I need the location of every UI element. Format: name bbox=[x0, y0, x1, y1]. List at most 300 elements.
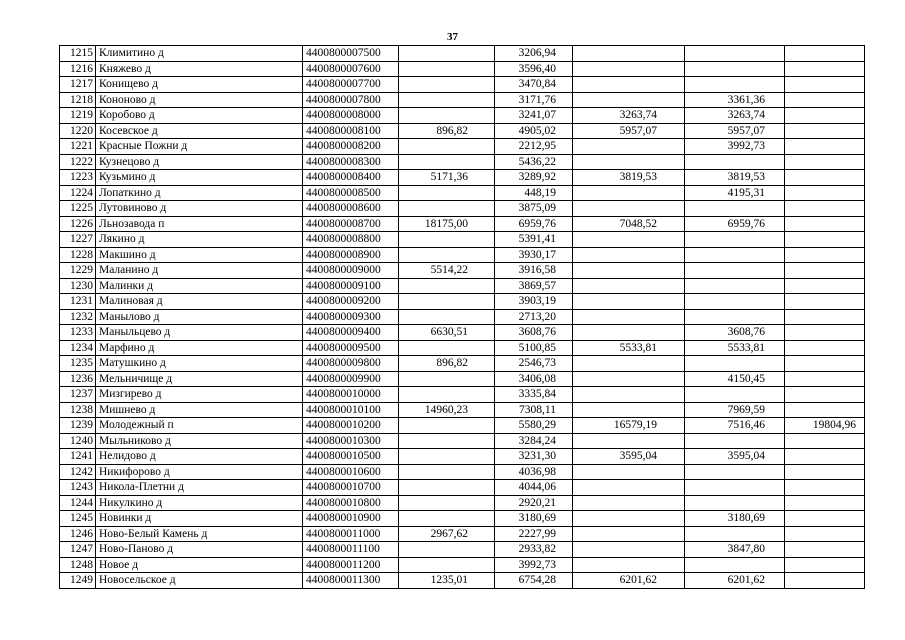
row-number-cell: 1225 bbox=[60, 201, 96, 217]
row-number-cell: 1215 bbox=[60, 46, 96, 62]
value-col-b-cell: 3206,94 bbox=[495, 46, 573, 62]
settlement-name-cell: Мыльниково д bbox=[96, 433, 303, 449]
settlement-name-cell: Никифорово д bbox=[96, 464, 303, 480]
value-col-c-cell: 5957,07 bbox=[573, 123, 685, 139]
value-col-c-cell bbox=[573, 139, 685, 155]
value-col-e-cell bbox=[785, 216, 865, 232]
value-col-a-cell bbox=[399, 108, 495, 124]
row-number-cell: 1235 bbox=[60, 356, 96, 372]
value-col-c-cell bbox=[573, 542, 685, 558]
table-row bbox=[60, 402, 865, 418]
row-number-cell: 1244 bbox=[60, 495, 96, 511]
settlement-name-cell: Кузьмино д bbox=[96, 170, 303, 186]
value-col-b-cell: 3406,08 bbox=[495, 371, 573, 387]
value-col-a-cell bbox=[399, 309, 495, 325]
oktmo-code-cell: 4400800009400 bbox=[303, 325, 399, 341]
value-col-e-cell bbox=[785, 201, 865, 217]
value-col-b-cell: 3903,19 bbox=[495, 294, 573, 310]
value-col-b-cell: 5436,22 bbox=[495, 154, 573, 170]
table-row bbox=[60, 201, 865, 217]
value-col-d-cell: 4195,31 bbox=[685, 185, 785, 201]
value-col-c-cell bbox=[573, 325, 685, 341]
row-number-cell: 1230 bbox=[60, 278, 96, 294]
value-col-e-cell bbox=[785, 294, 865, 310]
oktmo-code-cell: 4400800008000 bbox=[303, 108, 399, 124]
oktmo-code-cell: 4400800010500 bbox=[303, 449, 399, 465]
oktmo-code-cell: 4400800008800 bbox=[303, 232, 399, 248]
table-row bbox=[60, 542, 865, 558]
value-col-a-cell: 1235,01 bbox=[399, 573, 495, 589]
value-col-a-cell: 18175,00 bbox=[399, 216, 495, 232]
value-col-e-cell bbox=[785, 573, 865, 589]
value-col-b-cell: 3869,57 bbox=[495, 278, 573, 294]
value-col-e-cell bbox=[785, 278, 865, 294]
table-row bbox=[60, 433, 865, 449]
value-col-a-cell bbox=[399, 542, 495, 558]
value-col-e-cell bbox=[785, 123, 865, 139]
value-col-e-cell bbox=[785, 542, 865, 558]
row-number-cell: 1222 bbox=[60, 154, 96, 170]
value-col-e-cell bbox=[785, 170, 865, 186]
row-number-cell: 1223 bbox=[60, 170, 96, 186]
value-col-a-cell bbox=[399, 92, 495, 108]
value-col-b-cell: 5391,41 bbox=[495, 232, 573, 248]
row-number-cell: 1227 bbox=[60, 232, 96, 248]
value-col-a-cell: 2967,62 bbox=[399, 526, 495, 542]
value-col-d-cell: 3263,74 bbox=[685, 108, 785, 124]
value-col-c-cell bbox=[573, 464, 685, 480]
value-col-a-cell: 5171,36 bbox=[399, 170, 495, 186]
settlement-name-cell: Маныльцево д bbox=[96, 325, 303, 341]
value-col-e-cell bbox=[785, 232, 865, 248]
table-row bbox=[60, 526, 865, 542]
value-col-b-cell: 5100,85 bbox=[495, 340, 573, 356]
value-col-d-cell bbox=[685, 232, 785, 248]
table-row bbox=[60, 480, 865, 496]
settlement-name-cell: Никола-Плетни д bbox=[96, 480, 303, 496]
oktmo-code-cell: 4400800010800 bbox=[303, 495, 399, 511]
value-col-b-cell: 3231,30 bbox=[495, 449, 573, 465]
value-col-a-cell bbox=[399, 371, 495, 387]
row-number-cell: 1219 bbox=[60, 108, 96, 124]
value-col-c-cell: 7048,52 bbox=[573, 216, 685, 232]
settlement-name-cell: Мишнево д bbox=[96, 402, 303, 418]
table-row bbox=[60, 573, 865, 589]
oktmo-code-cell: 4400800011300 bbox=[303, 573, 399, 589]
value-col-a-cell bbox=[399, 77, 495, 93]
value-col-d-cell: 6201,62 bbox=[685, 573, 785, 589]
value-col-a-cell bbox=[399, 247, 495, 263]
oktmo-code-cell: 4400800007600 bbox=[303, 61, 399, 77]
value-col-d-cell bbox=[685, 247, 785, 263]
value-col-c-cell bbox=[573, 480, 685, 496]
settlement-name-cell: Мельничище д bbox=[96, 371, 303, 387]
value-col-e-cell bbox=[785, 433, 865, 449]
row-number-cell: 1249 bbox=[60, 573, 96, 589]
oktmo-code-cell: 4400800008200 bbox=[303, 139, 399, 155]
oktmo-code-cell: 4400800011000 bbox=[303, 526, 399, 542]
value-col-c-cell bbox=[573, 433, 685, 449]
value-col-c-cell bbox=[573, 309, 685, 325]
value-col-e-cell bbox=[785, 263, 865, 279]
value-col-e-cell bbox=[785, 185, 865, 201]
value-col-e-cell bbox=[785, 247, 865, 263]
value-col-a-cell bbox=[399, 139, 495, 155]
value-col-b-cell: 4036,98 bbox=[495, 464, 573, 480]
settlement-name-cell: Молодежный п bbox=[96, 418, 303, 434]
value-col-a-cell bbox=[399, 340, 495, 356]
value-col-e-cell bbox=[785, 77, 865, 93]
value-col-c-cell bbox=[573, 356, 685, 372]
settlement-name-cell: Новинки д bbox=[96, 511, 303, 527]
value-col-e-cell bbox=[785, 495, 865, 511]
value-col-e-cell bbox=[785, 387, 865, 403]
table-row bbox=[60, 278, 865, 294]
value-col-d-cell: 6959,76 bbox=[685, 216, 785, 232]
value-col-a-cell bbox=[399, 201, 495, 217]
table-row bbox=[60, 154, 865, 170]
oktmo-code-cell: 4400800008300 bbox=[303, 154, 399, 170]
value-col-c-cell bbox=[573, 402, 685, 418]
value-col-d-cell bbox=[685, 387, 785, 403]
row-number-cell: 1231 bbox=[60, 294, 96, 310]
value-col-e-cell bbox=[785, 511, 865, 527]
value-col-b-cell: 4905,02 bbox=[495, 123, 573, 139]
value-col-d-cell bbox=[685, 480, 785, 496]
value-col-d-cell: 3992,73 bbox=[685, 139, 785, 155]
value-col-b-cell: 3608,76 bbox=[495, 325, 573, 341]
value-col-d-cell bbox=[685, 278, 785, 294]
value-col-c-cell bbox=[573, 46, 685, 62]
row-number-cell: 1242 bbox=[60, 464, 96, 480]
value-col-c-cell: 3263,74 bbox=[573, 108, 685, 124]
table-row bbox=[60, 371, 865, 387]
settlement-name-cell: Лутовиново д bbox=[96, 201, 303, 217]
table-row bbox=[60, 170, 865, 186]
value-col-c-cell: 5533,81 bbox=[573, 340, 685, 356]
value-col-c-cell bbox=[573, 185, 685, 201]
table-row bbox=[60, 263, 865, 279]
value-col-d-cell bbox=[685, 294, 785, 310]
row-number-cell: 1237 bbox=[60, 387, 96, 403]
value-col-b-cell: 448,19 bbox=[495, 185, 573, 201]
value-col-d-cell: 3608,76 bbox=[685, 325, 785, 341]
row-number-cell: 1218 bbox=[60, 92, 96, 108]
value-col-e-cell bbox=[785, 449, 865, 465]
value-col-b-cell: 3180,69 bbox=[495, 511, 573, 527]
value-col-e-cell bbox=[785, 108, 865, 124]
row-number-cell: 1234 bbox=[60, 340, 96, 356]
value-col-a-cell bbox=[399, 387, 495, 403]
value-col-c-cell bbox=[573, 154, 685, 170]
row-number-cell: 1236 bbox=[60, 371, 96, 387]
value-col-b-cell: 3171,76 bbox=[495, 92, 573, 108]
value-col-b-cell: 2920,21 bbox=[495, 495, 573, 511]
table-row bbox=[60, 92, 865, 108]
oktmo-code-cell: 4400800008500 bbox=[303, 185, 399, 201]
oktmo-code-cell: 4400800010200 bbox=[303, 418, 399, 434]
value-col-c-cell bbox=[573, 201, 685, 217]
value-col-d-cell: 7516,46 bbox=[685, 418, 785, 434]
settlements-table bbox=[59, 45, 865, 589]
row-number-cell: 1248 bbox=[60, 557, 96, 573]
value-col-e-cell bbox=[785, 309, 865, 325]
settlement-name-cell: Малинки д bbox=[96, 278, 303, 294]
value-col-e-cell bbox=[785, 61, 865, 77]
table-row bbox=[60, 77, 865, 93]
value-col-b-cell: 3335,84 bbox=[495, 387, 573, 403]
settlement-name-cell: Косевское д bbox=[96, 123, 303, 139]
table-row bbox=[60, 46, 865, 62]
oktmo-code-cell: 4400800008400 bbox=[303, 170, 399, 186]
row-number-cell: 1228 bbox=[60, 247, 96, 263]
oktmo-code-cell: 4400800010900 bbox=[303, 511, 399, 527]
oktmo-code-cell: 4400800007700 bbox=[303, 77, 399, 93]
value-col-d-cell bbox=[685, 77, 785, 93]
row-number-cell: 1229 bbox=[60, 263, 96, 279]
value-col-b-cell: 2212,95 bbox=[495, 139, 573, 155]
value-col-d-cell bbox=[685, 495, 785, 511]
value-col-c-cell bbox=[573, 294, 685, 310]
table-row bbox=[60, 325, 865, 341]
value-col-c-cell bbox=[573, 263, 685, 279]
value-col-d-cell: 4150,45 bbox=[685, 371, 785, 387]
value-col-a-cell: 5514,22 bbox=[399, 263, 495, 279]
table-row bbox=[60, 294, 865, 310]
row-number-cell: 1217 bbox=[60, 77, 96, 93]
value-col-b-cell: 7308,11 bbox=[495, 402, 573, 418]
row-number-cell: 1216 bbox=[60, 61, 96, 77]
value-col-c-cell bbox=[573, 526, 685, 542]
value-col-d-cell: 7969,59 bbox=[685, 402, 785, 418]
value-col-c-cell bbox=[573, 232, 685, 248]
row-number-cell: 1221 bbox=[60, 139, 96, 155]
oktmo-code-cell: 4400800009000 bbox=[303, 263, 399, 279]
oktmo-code-cell: 4400800009900 bbox=[303, 371, 399, 387]
oktmo-code-cell: 4400800009200 bbox=[303, 294, 399, 310]
value-col-d-cell bbox=[685, 46, 785, 62]
value-col-a-cell bbox=[399, 495, 495, 511]
value-col-c-cell bbox=[573, 92, 685, 108]
value-col-a-cell bbox=[399, 185, 495, 201]
value-col-a-cell bbox=[399, 294, 495, 310]
settlement-name-cell: Красные Пожни д bbox=[96, 139, 303, 155]
value-col-d-cell bbox=[685, 526, 785, 542]
oktmo-code-cell: 4400800008900 bbox=[303, 247, 399, 263]
row-number-cell: 1224 bbox=[60, 185, 96, 201]
row-number-cell: 1245 bbox=[60, 511, 96, 527]
value-col-b-cell: 6754,28 bbox=[495, 573, 573, 589]
value-col-d-cell bbox=[685, 263, 785, 279]
oktmo-code-cell: 4400800011100 bbox=[303, 542, 399, 558]
value-col-d-cell bbox=[685, 154, 785, 170]
oktmo-code-cell: 4400800010300 bbox=[303, 433, 399, 449]
value-col-a-cell: 6630,51 bbox=[399, 325, 495, 341]
table-row bbox=[60, 557, 865, 573]
value-col-c-cell: 3819,53 bbox=[573, 170, 685, 186]
value-col-b-cell: 3289,92 bbox=[495, 170, 573, 186]
settlement-name-cell: Новосельское д bbox=[96, 573, 303, 589]
value-col-d-cell bbox=[685, 433, 785, 449]
value-col-a-cell bbox=[399, 232, 495, 248]
oktmo-code-cell: 4400800011200 bbox=[303, 557, 399, 573]
value-col-a-cell: 896,82 bbox=[399, 356, 495, 372]
value-col-a-cell bbox=[399, 480, 495, 496]
value-col-c-cell: 3595,04 bbox=[573, 449, 685, 465]
value-col-d-cell bbox=[685, 309, 785, 325]
value-col-e-cell bbox=[785, 340, 865, 356]
value-col-c-cell bbox=[573, 61, 685, 77]
value-col-b-cell: 2227,99 bbox=[495, 526, 573, 542]
value-col-d-cell bbox=[685, 61, 785, 77]
row-number-cell: 1247 bbox=[60, 542, 96, 558]
oktmo-code-cell: 4400800007800 bbox=[303, 92, 399, 108]
value-col-e-cell bbox=[785, 371, 865, 387]
value-col-a-cell bbox=[399, 511, 495, 527]
table-row bbox=[60, 464, 865, 480]
value-col-d-cell: 3847,80 bbox=[685, 542, 785, 558]
table-row bbox=[60, 232, 865, 248]
row-number-cell: 1240 bbox=[60, 433, 96, 449]
value-col-c-cell bbox=[573, 278, 685, 294]
value-col-e-cell bbox=[785, 46, 865, 62]
table-row bbox=[60, 108, 865, 124]
table-row bbox=[60, 309, 865, 325]
table-row bbox=[60, 139, 865, 155]
table-row bbox=[60, 449, 865, 465]
value-col-b-cell: 3930,17 bbox=[495, 247, 573, 263]
row-number-cell: 1233 bbox=[60, 325, 96, 341]
settlement-name-cell: Кононово д bbox=[96, 92, 303, 108]
value-col-d-cell: 3180,69 bbox=[685, 511, 785, 527]
value-col-c-cell bbox=[573, 387, 685, 403]
value-col-b-cell: 2546,73 bbox=[495, 356, 573, 372]
value-col-a-cell bbox=[399, 61, 495, 77]
settlement-name-cell: Княжево д bbox=[96, 61, 303, 77]
value-col-a-cell: 14960,23 bbox=[399, 402, 495, 418]
table-row bbox=[60, 356, 865, 372]
settlement-name-cell: Маланино д bbox=[96, 263, 303, 279]
oktmo-code-cell: 4400800010100 bbox=[303, 402, 399, 418]
value-col-d-cell: 3819,53 bbox=[685, 170, 785, 186]
settlement-name-cell: Льнозавода п bbox=[96, 216, 303, 232]
settlement-name-cell: Марфино д bbox=[96, 340, 303, 356]
value-col-b-cell: 3241,07 bbox=[495, 108, 573, 124]
value-col-e-cell bbox=[785, 402, 865, 418]
value-col-d-cell bbox=[685, 201, 785, 217]
page-number: 37 bbox=[447, 31, 458, 43]
value-col-b-cell: 3875,09 bbox=[495, 201, 573, 217]
value-col-c-cell bbox=[573, 495, 685, 511]
value-col-c-cell bbox=[573, 511, 685, 527]
value-col-a-cell bbox=[399, 557, 495, 573]
value-col-b-cell: 2933,82 bbox=[495, 542, 573, 558]
settlement-name-cell: Коробово д bbox=[96, 108, 303, 124]
settlement-name-cell: Лопаткино д bbox=[96, 185, 303, 201]
value-col-d-cell: 3361,36 bbox=[685, 92, 785, 108]
row-number-cell: 1238 bbox=[60, 402, 96, 418]
value-col-b-cell: 6959,76 bbox=[495, 216, 573, 232]
oktmo-code-cell: 4400800010000 bbox=[303, 387, 399, 403]
value-col-a-cell bbox=[399, 278, 495, 294]
value-col-e-cell bbox=[785, 92, 865, 108]
settlement-name-cell: Нелидово д bbox=[96, 449, 303, 465]
value-col-e-cell: 19804,96 bbox=[785, 418, 865, 434]
value-col-d-cell: 5957,07 bbox=[685, 123, 785, 139]
value-col-d-cell: 5533,81 bbox=[685, 340, 785, 356]
value-col-c-cell bbox=[573, 77, 685, 93]
value-col-e-cell bbox=[785, 325, 865, 341]
table-row bbox=[60, 123, 865, 139]
value-col-c-cell bbox=[573, 371, 685, 387]
row-number-cell: 1243 bbox=[60, 480, 96, 496]
row-number-cell: 1220 bbox=[60, 123, 96, 139]
oktmo-code-cell: 4400800008600 bbox=[303, 201, 399, 217]
table-row bbox=[60, 340, 865, 356]
value-col-e-cell bbox=[785, 464, 865, 480]
oktmo-code-cell: 4400800010600 bbox=[303, 464, 399, 480]
row-number-cell: 1226 bbox=[60, 216, 96, 232]
table-row bbox=[60, 511, 865, 527]
oktmo-code-cell: 4400800009800 bbox=[303, 356, 399, 372]
value-col-b-cell: 3992,73 bbox=[495, 557, 573, 573]
value-col-e-cell bbox=[785, 526, 865, 542]
row-number-cell: 1241 bbox=[60, 449, 96, 465]
value-col-d-cell bbox=[685, 356, 785, 372]
value-col-c-cell bbox=[573, 557, 685, 573]
value-col-a-cell bbox=[399, 418, 495, 434]
row-number-cell: 1246 bbox=[60, 526, 96, 542]
value-col-c-cell: 16579,19 bbox=[573, 418, 685, 434]
oktmo-code-cell: 4400800009100 bbox=[303, 278, 399, 294]
value-col-b-cell: 3470,84 bbox=[495, 77, 573, 93]
table-row bbox=[60, 216, 865, 232]
table-row bbox=[60, 418, 865, 434]
value-col-b-cell: 5580,29 bbox=[495, 418, 573, 434]
value-col-b-cell: 2713,20 bbox=[495, 309, 573, 325]
settlement-name-cell: Ново-Белый Камень д bbox=[96, 526, 303, 542]
value-col-a-cell bbox=[399, 449, 495, 465]
value-col-c-cell bbox=[573, 247, 685, 263]
settlement-name-cell: Никулкино д bbox=[96, 495, 303, 511]
settlement-name-cell: Конищево д bbox=[96, 77, 303, 93]
settlement-name-cell: Матушкино д bbox=[96, 356, 303, 372]
table-row bbox=[60, 495, 865, 511]
value-col-b-cell: 4044,06 bbox=[495, 480, 573, 496]
settlement-name-cell: Малиновая д bbox=[96, 294, 303, 310]
value-col-b-cell: 3596,40 bbox=[495, 61, 573, 77]
value-col-a-cell bbox=[399, 154, 495, 170]
value-col-e-cell bbox=[785, 139, 865, 155]
value-col-e-cell bbox=[785, 154, 865, 170]
settlement-name-cell: Макшино д bbox=[96, 247, 303, 263]
settlement-name-cell: Новое д bbox=[96, 557, 303, 573]
value-col-e-cell bbox=[785, 356, 865, 372]
value-col-a-cell bbox=[399, 46, 495, 62]
oktmo-code-cell: 4400800010700 bbox=[303, 480, 399, 496]
value-col-d-cell bbox=[685, 557, 785, 573]
table-row bbox=[60, 61, 865, 77]
value-col-b-cell: 3916,58 bbox=[495, 263, 573, 279]
settlement-name-cell: Климитино д bbox=[96, 46, 303, 62]
settlement-name-cell: Манылово д bbox=[96, 309, 303, 325]
table-row bbox=[60, 387, 865, 403]
oktmo-code-cell: 4400800008100 bbox=[303, 123, 399, 139]
value-col-a-cell bbox=[399, 433, 495, 449]
row-number-cell: 1232 bbox=[60, 309, 96, 325]
value-col-e-cell bbox=[785, 480, 865, 496]
oktmo-code-cell: 4400800009500 bbox=[303, 340, 399, 356]
